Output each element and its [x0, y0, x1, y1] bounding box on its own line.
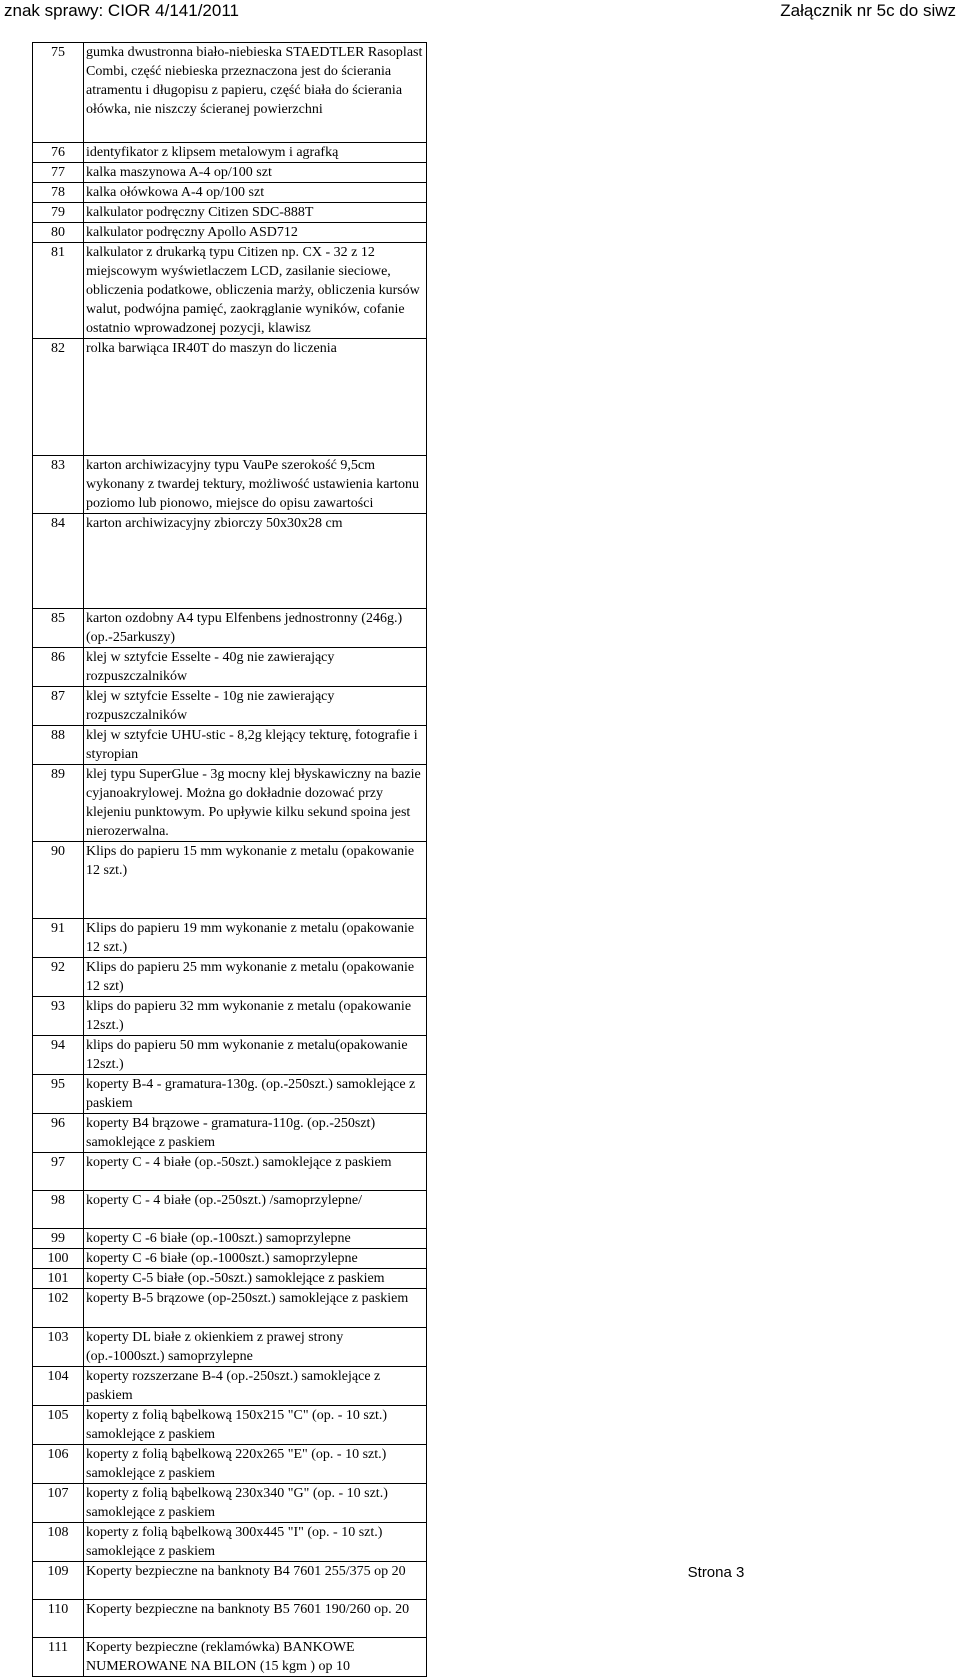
item-description: karton archiwizacyjny zbiorczy 50x30x28 cm	[84, 514, 427, 609]
item-number: 87	[33, 687, 84, 726]
table-row	[33, 726, 427, 765]
item-number: 95	[33, 1075, 84, 1114]
item-description: kalka ołówkowa A-4 op/100 szt	[84, 183, 427, 203]
item-number: 75	[33, 43, 84, 143]
item-number: 96	[33, 1114, 84, 1153]
page-header	[0, 0, 960, 24]
item-number: 109	[33, 1562, 84, 1600]
item-description: koperty z folią bąbelkową 300x445 "I" (op. - 10 szt.) samoklejące z paskiem	[84, 1523, 427, 1562]
table-row	[33, 1229, 427, 1249]
item-number: 110	[33, 1600, 84, 1638]
item-number: 103	[33, 1328, 84, 1367]
item-number: 78	[33, 183, 84, 203]
item-number: 90	[33, 842, 84, 919]
table-row	[33, 1523, 427, 1562]
item-description: gumka dwustronna biało-niebieska STAEDTLER Rasoplast Combi, część niebieska przeznaczona jest do ścierania atramentu i długopisu z papieru, część biała do ścierania ołówka, nie niszczy ścieranej powierzchni	[84, 43, 427, 143]
item-description: klej typu SuperGlue - 3g mocny klej błyskawiczny na bazie cyjanoakrylowej. Można go dokładnie dozować przy klejeniu punktowym. Po upływie kilku sekund spoina jest nierozerwalna.	[84, 765, 427, 842]
item-number: 80	[33, 223, 84, 243]
item-number: 100	[33, 1249, 84, 1269]
item-description: koperty C - 4 białe (op.-50szt.) samoklejące z paskiem	[84, 1153, 427, 1191]
item-description: kalka maszynowa A-4 op/100 szt	[84, 163, 427, 183]
item-description: karton ozdobny A4 typu Elfenbens jednostronny (246g.) (op.-25arkuszy)	[84, 609, 427, 648]
item-number: 104	[33, 1367, 84, 1406]
item-number: 105	[33, 1406, 84, 1445]
table-row	[33, 958, 427, 997]
item-description: koperty B-5 brązowe (op-250szt.) samoklejące z paskiem	[84, 1289, 427, 1328]
table-row	[33, 1153, 427, 1191]
item-description: rolka barwiąca IR40T do maszyn do liczenia	[84, 339, 427, 456]
case-reference: znak sprawy: CIOR 4/141/2011	[4, 1, 239, 20]
item-description: klej w sztyfcie Esselte - 10g nie zawierający rozpuszczalników	[84, 687, 427, 726]
item-number: 92	[33, 958, 84, 997]
attachment-label: Załącznik nr 5c do siwz	[780, 1, 956, 20]
item-number: 84	[33, 514, 84, 609]
item-number: 91	[33, 919, 84, 958]
table-row	[33, 143, 427, 163]
item-number: 106	[33, 1445, 84, 1484]
table-row	[33, 514, 427, 609]
item-number: 77	[33, 163, 84, 183]
table-row	[33, 1075, 427, 1114]
item-description: kalkulator podręczny Citizen SDC-888T	[84, 203, 427, 223]
item-description: koperty C -6 białe (op.-1000szt.) samoprzylepne	[84, 1249, 427, 1269]
item-number: 85	[33, 609, 84, 648]
table-row	[33, 1036, 427, 1075]
table-row	[33, 919, 427, 958]
item-description: karton archiwizacyjny typu VauPe szerokość 9,5cm wykonany z twardej tektury, możliwość ustawienia kartonu poziomo lub pionowo, miejsce do opisu zawartości	[84, 456, 427, 514]
table-row	[33, 1114, 427, 1153]
table-row	[33, 842, 427, 919]
item-number: 93	[33, 997, 84, 1036]
table-row	[33, 687, 427, 726]
table-row	[33, 1367, 427, 1406]
item-description: Klips do papieru 25 mm wykonanie z metalu (opakowanie 12 szt)	[84, 958, 427, 997]
item-number: 97	[33, 1153, 84, 1191]
item-description: koperty DL białe z okienkiem z prawej strony (op.-1000szt.) samoprzylepne	[84, 1328, 427, 1367]
item-number: 102	[33, 1289, 84, 1328]
table-row	[33, 1445, 427, 1484]
items-table-body	[33, 43, 427, 1677]
item-description: koperty z folią bąbelkową 230x340 "G" (op. - 10 szt.) samoklejące z paskiem	[84, 1484, 427, 1523]
item-description: koperty rozszerzane B-4 (op.-250szt.) samoklejące z paskiem	[84, 1367, 427, 1406]
table-row	[33, 1600, 427, 1638]
table-row	[33, 1406, 427, 1445]
item-number: 79	[33, 203, 84, 223]
item-description: klej w sztyfcie Esselte - 40g nie zawierający rozpuszczalników	[84, 648, 427, 687]
table-row	[33, 43, 427, 143]
table-row	[33, 648, 427, 687]
item-number: 101	[33, 1269, 84, 1289]
table-row	[33, 223, 427, 243]
table-row	[33, 1638, 427, 1677]
table-row	[33, 1289, 427, 1328]
item-description: koperty z folią bąbelkową 220x265 "E" (op. - 10 szt.) samoklejące z paskiem	[84, 1445, 427, 1484]
table-row	[33, 163, 427, 183]
item-description: kalkulator podręczny Apollo ASD712	[84, 223, 427, 243]
item-description: koperty B4 brązowe - gramatura-110g. (op.-250szt) samoklejące z paskiem	[84, 1114, 427, 1153]
table-row	[33, 609, 427, 648]
table-row	[33, 1269, 427, 1289]
item-description: koperty z folią bąbelkową 150x215 "C" (op. - 10 szt.) samoklejące z paskiem	[84, 1406, 427, 1445]
item-description: klips do papieru 32 mm wykonanie z metalu (opakowanie 12szt.)	[84, 997, 427, 1036]
item-number: 88	[33, 726, 84, 765]
item-number: 107	[33, 1484, 84, 1523]
item-number: 81	[33, 243, 84, 339]
page-number: Strona 3	[687, 1564, 745, 1581]
item-description: koperty C-5 białe (op.-50szt.) samoklejące z paskiem	[84, 1269, 427, 1289]
page-footer	[0, 1564, 960, 1581]
item-number: 99	[33, 1229, 84, 1249]
table-row	[33, 243, 427, 339]
item-description: Klips do papieru 19 mm wykonanie z metalu (opakowanie 12 szt.)	[84, 919, 427, 958]
item-description: koperty C - 4 białe (op.-250szt.) /samoprzylepne/	[84, 1191, 427, 1229]
table-row	[33, 997, 427, 1036]
item-number: 108	[33, 1523, 84, 1562]
table-row	[33, 765, 427, 842]
item-number: 89	[33, 765, 84, 842]
table-row	[33, 1191, 427, 1229]
table-row	[33, 183, 427, 203]
item-description: Koperty bezpieczne na banknoty B4 7601 255/375 op 20	[84, 1562, 427, 1600]
item-description: klips do papieru 50 mm wykonanie z metalu(opakowanie 12szt.)	[84, 1036, 427, 1075]
table-row	[33, 339, 427, 456]
item-description: Koperty bezpieczne na banknoty B5 7601 190/260 op. 20	[84, 1600, 427, 1638]
item-number: 94	[33, 1036, 84, 1075]
item-description: identyfikator z klipsem metalowym i agrafką	[84, 143, 427, 163]
item-number: 76	[33, 143, 84, 163]
table-row	[33, 456, 427, 514]
items-table	[32, 42, 427, 1677]
item-description: Koperty bezpieczne (reklamówka) BANKOWE NUMEROWANE NA BILON (15 kgm ) op 10	[84, 1638, 427, 1677]
item-number: 82	[33, 339, 84, 456]
table-row	[33, 1249, 427, 1269]
item-description: koperty B-4 - gramatura-130g. (op.-250szt.) samoklejące z paskiem	[84, 1075, 427, 1114]
item-number: 86	[33, 648, 84, 687]
item-description: koperty C -6 białe (op.-100szt.) samoprzylepne	[84, 1229, 427, 1249]
item-description: klej w sztyfcie UHU-stic - 8,2g klejący tekturę, fotografie i styropian	[84, 726, 427, 765]
table-row	[33, 1484, 427, 1523]
item-number: 98	[33, 1191, 84, 1229]
table-row	[33, 1328, 427, 1367]
item-number: 111	[33, 1638, 84, 1677]
item-description: kalkulator z drukarką typu Citizen np. CX - 32 z 12 miejscowym wyświetlaczem LCD, zasilanie sieciowe, obliczenia podatkowe, obliczenia marży, obliczenia kursów walut, podwójna pamięć, zaokrąglanie wyników, cofanie ostatnio wprowadzonej pozycji, klawisz	[84, 243, 427, 339]
item-number: 83	[33, 456, 84, 514]
item-description: Klips do papieru 15 mm wykonanie z metalu (opakowanie 12 szt.)	[84, 842, 427, 919]
table-row	[33, 203, 427, 223]
